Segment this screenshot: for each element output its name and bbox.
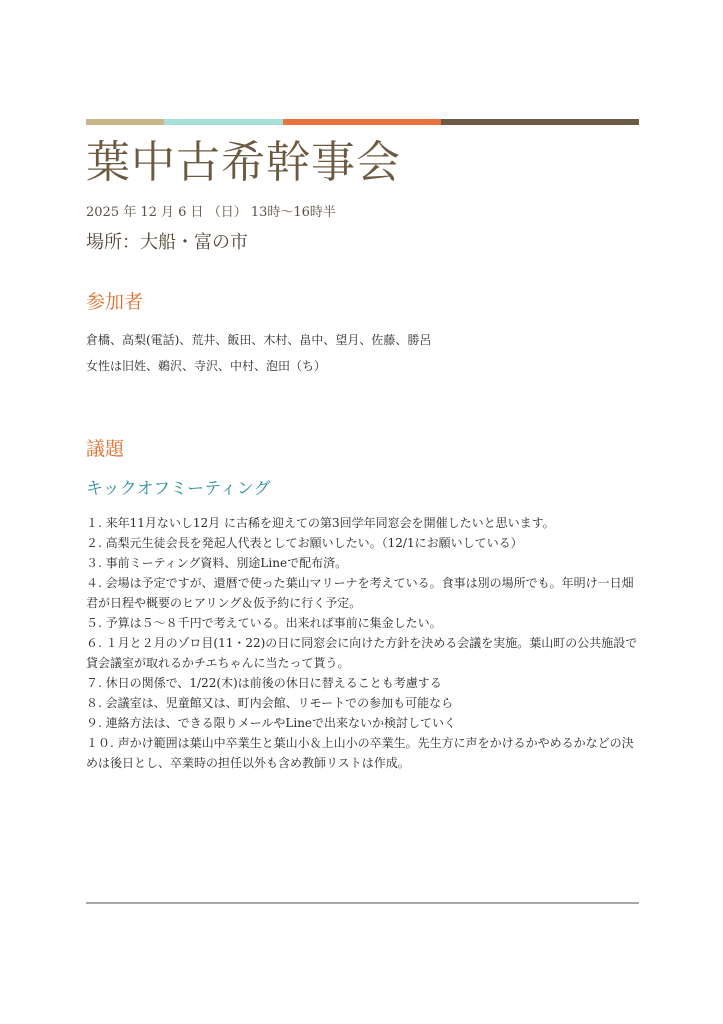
agenda-item: ６. １月と２月のゾロ目(11・22)の日に同窓会に向けた方針を決める会議を実施。葉山町の公共施設で貸会議室が取れるかチエちゃんに当たって貰う。 bbox=[86, 636, 638, 670]
agenda-item: １０. 声かけ範囲は葉山中卒業生と葉山小＆上山小の卒業生。先生方に声をかけるかやめるかなどの決めは後日とし、卒業時の担任以外も含め教師リストは作成。 bbox=[86, 736, 634, 770]
band-segment-orange bbox=[283, 119, 441, 125]
document-page bbox=[86, 0, 639, 1024]
band-segment-tan bbox=[86, 119, 164, 125]
agenda-item: ５. 予算は５～８千円で考えている。出来れば事前に集金したい。 bbox=[86, 616, 442, 630]
agenda-list bbox=[86, 513, 639, 773]
agenda-item: ２. 高梨元生徒会長を発起人代表としてお願いしたい。（12/1にお願いしている） bbox=[86, 536, 523, 550]
attendees-list bbox=[86, 330, 639, 382]
agenda-item: ３. 事前ミーティング資料、別途Lineで配布済。 bbox=[86, 556, 348, 570]
agenda-heading: 議題 bbox=[86, 438, 125, 460]
header-color-band bbox=[86, 119, 639, 125]
footer-divider bbox=[86, 902, 639, 904]
meeting-date: 2025 年 12 月 6 日 （日） 13時～16時半 bbox=[86, 205, 336, 220]
agenda-subheading: キックオフミーティング bbox=[86, 479, 271, 499]
meeting-place: 場所：大船・富の市 bbox=[86, 232, 248, 253]
document-title: 葉中古希幹事会 bbox=[86, 137, 401, 188]
agenda-item: ８. 会議室は、児童館又は、町内会館、リモートでの参加も可能なら bbox=[86, 696, 454, 710]
agenda-item: ７. 休日の関係で、1/22(木)は前後の休日に替えることも考慮する bbox=[86, 676, 442, 690]
band-segment-aqua bbox=[164, 119, 283, 125]
attendees-heading: 参加者 bbox=[86, 291, 144, 313]
agenda-item: ９. 連絡方法は、できる限りメールやLineで出来ないか検討していく bbox=[86, 716, 457, 730]
band-segment-brown bbox=[441, 119, 639, 125]
attendees-line: 倉橋、高梨(電話)、荒井、飯田、木村、畠中、望月、佐藤、勝呂 bbox=[86, 333, 432, 347]
agenda-item: ４. 会場は予定ですが、還暦で使った葉山マリーナを考えている。食事は別の場所でも。年明け一日畑君が日程や概要のヒアリング＆仮予約に行く予定。 bbox=[86, 576, 634, 610]
attendees-line: 女性は旧姓、鵜沢、寺沢、中村、泡田（ち） bbox=[86, 359, 327, 373]
agenda-item: １. 来年11月ないし12月 に古稀を迎えての第3回学年同窓会を開催したいと思います。 bbox=[86, 516, 555, 530]
